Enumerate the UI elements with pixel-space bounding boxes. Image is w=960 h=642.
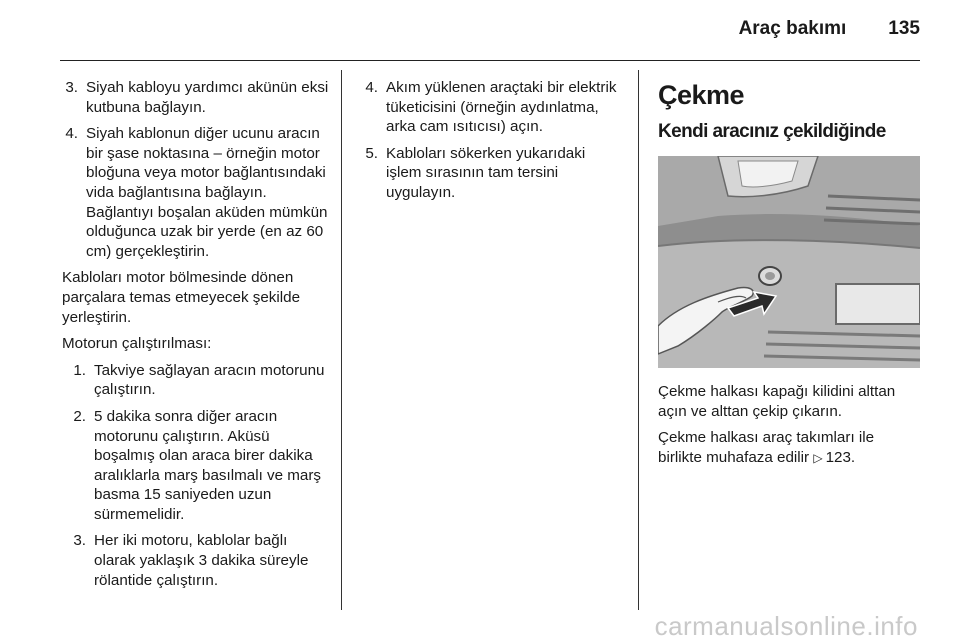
item-number: 4. — [365, 79, 378, 96]
column-divider — [638, 70, 639, 610]
steps-list-continued — [62, 78, 330, 261]
list-item — [62, 124, 330, 261]
page-reference: 123. — [825, 448, 856, 466]
paragraph-cover-removal: Çekme halkası kapağı kilidini alttan açın ve alttan çekip çıkarın. — [658, 383, 896, 420]
section-heading: Çekme — [658, 80, 745, 110]
triangle-right-icon: ▷ — [813, 450, 823, 465]
list-item — [362, 78, 624, 137]
item-text: Akım yüklenen araçtaki bir elektrik tüketicisini (örneğin aydınlatma, arka cam ısıtıcısı) açın. — [386, 79, 617, 136]
item-number: 5. — [365, 144, 378, 162]
paragraph-cable-routing: Kabloları motor bölmesinde dönen parçalara temas etmeyecek şekilde yerleştirin. — [62, 269, 301, 326]
item-number: 1. — [73, 361, 86, 379]
section-subheading: Kendi aracınız çekildiğinde — [658, 121, 886, 142]
page-number: 135 — [888, 18, 920, 39]
item-text: Siyah kabloyu yardımcı akünün eksi kutbuna bağlayın. — [86, 79, 329, 116]
car-front-bumper-illustration — [658, 156, 920, 368]
item-number: 3. — [65, 79, 78, 96]
list-item — [62, 531, 330, 590]
column-1 — [62, 78, 330, 597]
item-text: 5 dakika sonra diğer aracın motorunu çalıştırın. Aküsü boşalmış olan araca birer dakika aralıklarla marş basılmalı ve marş basma 15 saniyeden uzun sürmemelidir. — [94, 407, 322, 523]
item-text: Siyah kablonun diğer ucunu aracın bir şase noktasına – örneğin motor bloğuna veya motor bağlantısındaki vida bağlantısına bağlayın. Bağlantıyı boşalan aküden mümkün olduğunca uzak bir yerde (en az 60 cm) gerçekleştirin. — [86, 125, 328, 260]
storage-text: Çekme halkası araç takımları ile birlikte muhafaza edilir — [658, 429, 875, 466]
header-title: Araç bakımı — [738, 18, 847, 39]
column-3 — [658, 78, 922, 475]
column-divider — [341, 70, 342, 610]
page-header — [739, 18, 920, 40]
watermark: carmanualsonline.info — [654, 611, 918, 641]
item-number: 4. — [65, 125, 78, 143]
item-number: 2. — [73, 407, 86, 425]
list-item — [362, 144, 624, 203]
paragraph-storage — [658, 428, 922, 468]
paragraph-engine-start: Motorun çalıştırılması: — [62, 335, 212, 353]
list-item — [62, 407, 330, 525]
list-item — [62, 361, 330, 400]
steps-list-final — [362, 78, 624, 203]
engine-start-steps — [62, 361, 330, 591]
item-text: Her iki motoru, kablolar bağlı olarak yaklaşık 3 dakika süreyle rölantide çalıştırın. — [94, 532, 309, 589]
column-2 — [362, 78, 624, 210]
item-text: Kabloları sökerken yukarıdaki işlem sırasının tam tersini uygulayın. — [386, 144, 586, 201]
header-divider — [60, 60, 920, 61]
item-text: Takviye sağlayan aracın motorunu çalıştırın. — [94, 361, 325, 399]
list-item — [62, 78, 330, 117]
item-number: 3. — [73, 532, 86, 550]
